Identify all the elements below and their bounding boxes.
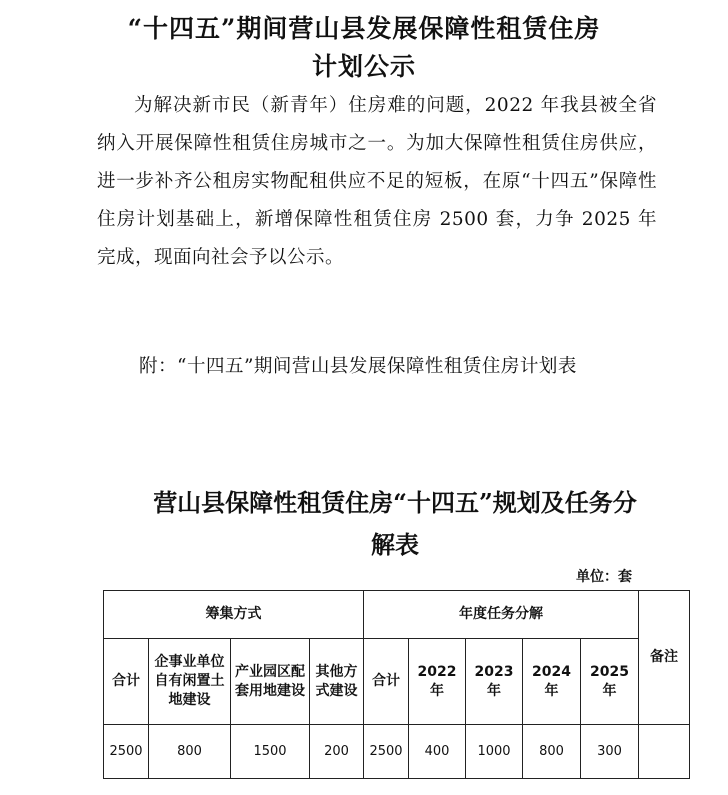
column-header: 企事业单位自有闲置土地建设 — [149, 639, 231, 725]
unit-label: 单位：套 — [576, 569, 632, 585]
table-row — [104, 725, 690, 779]
column-header: 其他方式建设 — [310, 639, 364, 725]
notice-body: 为解决新市民（新青年）住房难的问题，2022 年我县被全省纳入开展保障性租赁住房城市之一。为加大保障性租赁住房供应，进一步补齐公租房实物配租供应不足的短板，在原“十四五”保障性住房计划基础上，新增保障性租赁住房 2500 套，力争 2025 年完成，现面向社会予以公示。 — [97, 95, 657, 268]
table-cell: 1500 — [231, 725, 310, 779]
table-cell: 400 — [409, 725, 466, 779]
table-cell: 1000 — [466, 725, 523, 779]
attachment-note: 附：“十四五”期间营山县发展保障性租赁住房计划表 — [139, 356, 577, 377]
table-cell: 800 — [523, 725, 581, 779]
annual-breakdown-header: 年度任务分解 — [364, 591, 639, 639]
notice-title-line2: 计划公示 — [311, 52, 416, 81]
table-title-line1: 营山县保障性租赁住房“十四五”规划及任务分 — [153, 488, 637, 517]
table-cell: 2500 — [104, 725, 149, 779]
table-cell: 2500 — [364, 725, 409, 779]
table-title-line2: 解表 — [371, 530, 419, 559]
table-cell: 800 — [149, 725, 231, 779]
column-header: 产业园区配套用地建设 — [231, 639, 310, 725]
column-header: 合计 — [104, 639, 149, 725]
column-header: 合计 — [364, 639, 409, 725]
table-cell: 200 — [310, 725, 364, 779]
column-header: 2023 年 — [466, 639, 523, 725]
column-header: 2024 年 — [523, 639, 581, 725]
column-header: 2022 年 — [409, 639, 466, 725]
remarks-header: 备注 — [639, 591, 690, 725]
plan-table — [103, 590, 690, 779]
notice-title-line1: “十四五”期间营山县发展保障性租赁住房 — [127, 14, 601, 43]
funding-method-header: 筹集方式 — [104, 591, 364, 639]
table-cell: 300 — [581, 725, 639, 779]
remarks-cell — [639, 725, 690, 779]
column-header: 2025 年 — [581, 639, 639, 725]
